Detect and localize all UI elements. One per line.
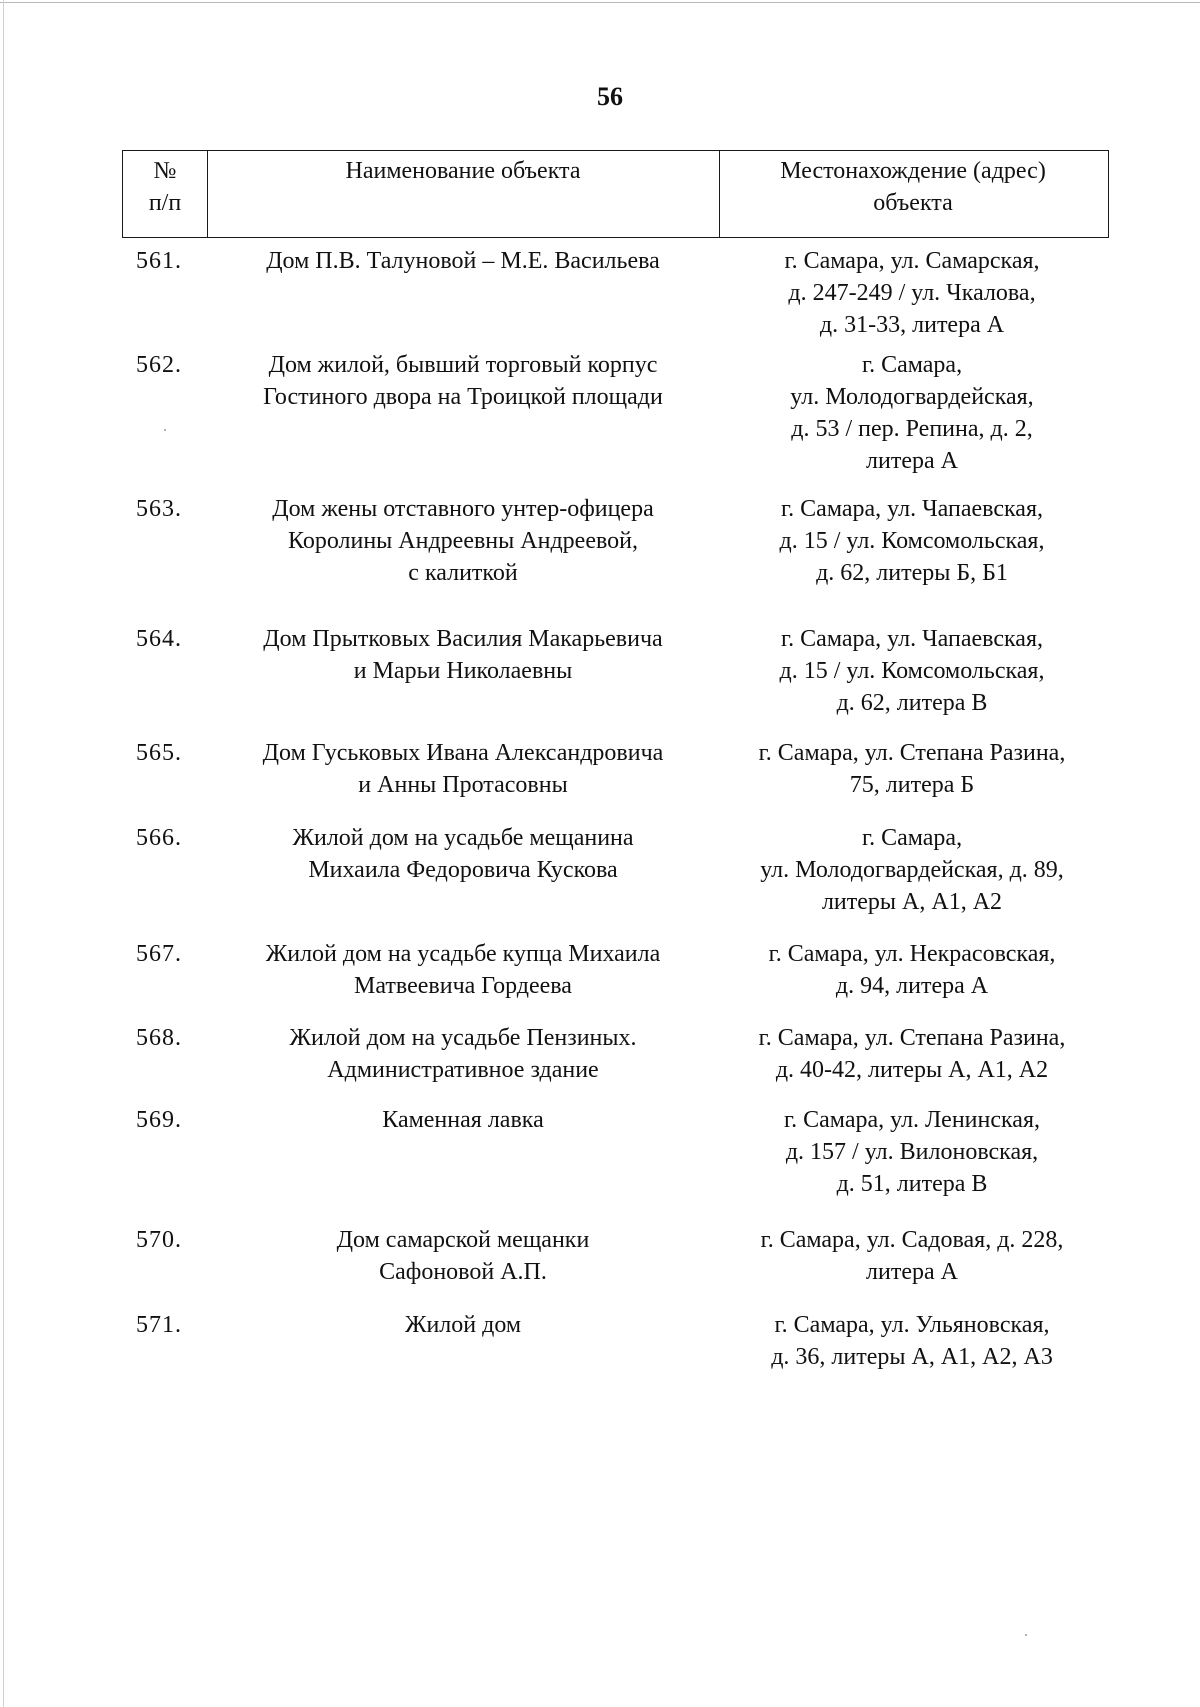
object-address-line: ул. Молодогвардейская, — [790, 384, 1034, 410]
object-address-line: д. 62, литеры Б, Б1 — [816, 560, 1008, 586]
header-address-line: Местонахождение (адрес) — [780, 158, 1046, 184]
object-address-line: д. 247-249 / ул. Чкалова, — [788, 280, 1036, 306]
scan-edge-left — [3, 0, 4, 1707]
header-num-line: № — [153, 158, 177, 184]
object-address — [722, 938, 1102, 1002]
object-name — [218, 623, 708, 687]
row-number: 562. — [136, 352, 182, 378]
object-name-line: Каменная лавка — [382, 1107, 544, 1133]
object-name-line: Жилой дом на усадьбе мещанина — [292, 825, 634, 851]
object-address-line: г. Самара, ул. Садовая, д. 228, — [760, 1227, 1064, 1253]
object-address-line: д. 15 / ул. Комсомольская, — [779, 528, 1045, 554]
scan-edge-top — [0, 2, 1200, 3]
object-address-line: г. Самара, ул. Ленинская, — [784, 1107, 1040, 1133]
object-name-line: Королины Андреевны Андреевой, — [288, 528, 638, 554]
scan-speck — [1025, 1634, 1027, 1636]
object-name — [218, 1104, 708, 1136]
object-name-line: Дом жилой, бывший торговый корпус — [268, 352, 658, 378]
object-address-line: г. Самара, ул. Степана Разина, — [758, 740, 1066, 766]
object-address-line: д. 36, литеры А, А1, А2, А3 — [771, 1344, 1053, 1370]
object-address-line: д. 157 / ул. Вилоновская, — [785, 1139, 1039, 1165]
object-address-line: д. 51, литера В — [836, 1171, 988, 1197]
row-number: 567. — [136, 941, 182, 967]
object-name-line: Матвеевича Гордеева — [354, 973, 572, 999]
object-name — [218, 245, 708, 277]
table-header — [122, 150, 1109, 238]
object-address-line: д. 53 / пер. Репина, д. 2, — [791, 416, 1033, 442]
object-address — [722, 1224, 1102, 1288]
object-address-line: д. 40-42, литеры А, А1, А2 — [775, 1057, 1049, 1083]
object-name — [218, 1224, 708, 1288]
object-name-line: Дом П.В. Талуновой – М.Е. Васильева — [266, 248, 660, 274]
object-name-line: Дом самарской мещанки — [336, 1227, 590, 1253]
object-name — [218, 822, 708, 886]
object-name — [218, 1022, 708, 1086]
object-address-line: д. 31-33, литера А — [819, 312, 1005, 338]
object-name-line: Гостиного двора на Троицкой площади — [263, 384, 663, 410]
object-address-line: г. Самара, ул. Некрасовская, — [768, 941, 1056, 967]
object-name — [218, 938, 708, 1002]
object-address-line: г. Самара, ул. Степана Разина, — [758, 1025, 1066, 1051]
object-address-line: д. 94, литера А — [835, 973, 989, 999]
object-address-line: г. Самара, ул. Ульяновская, — [774, 1312, 1050, 1338]
row-number: 564. — [136, 626, 182, 652]
object-address-line: г. Самара, — [861, 825, 963, 851]
header-name-line: Наименование объекта — [345, 158, 581, 184]
object-address-line: г. Самара, — [861, 352, 963, 378]
object-address — [722, 493, 1102, 589]
row-number: 571. — [136, 1312, 182, 1338]
object-address — [722, 349, 1102, 477]
object-address — [722, 1022, 1102, 1086]
object-name — [218, 737, 708, 801]
row-number: 561. — [136, 248, 182, 274]
row-number: 568. — [136, 1025, 182, 1051]
row-number: 565. — [136, 740, 182, 766]
object-name-line: Административное здание — [327, 1057, 599, 1083]
object-address-line: г. Самара, ул. Чапаевская, — [781, 496, 1043, 522]
row-number: 570. — [136, 1227, 182, 1253]
object-name-line: Дом Гуськовых Ивана Александровича — [262, 740, 664, 766]
object-address — [722, 822, 1102, 918]
header-name — [207, 155, 719, 187]
object-address-line: 75, литера Б — [849, 772, 975, 798]
object-address — [722, 1104, 1102, 1200]
object-address-line: литера А — [866, 448, 958, 474]
header-num — [123, 155, 207, 219]
object-address-line: ул. Молодогвардейская, д. 89, — [760, 857, 1064, 883]
object-name-line: Дом жены отставного унтер-офицера — [272, 496, 654, 522]
object-name-line: и Марьи Николаевны — [353, 658, 573, 684]
object-address-line: литера А — [866, 1259, 958, 1285]
object-name-line: Михаила Федоровича Кускова — [308, 857, 618, 883]
object-address — [722, 1309, 1102, 1373]
object-address-line: г. Самара, ул. Самарская, — [784, 248, 1040, 274]
object-name-line: Сафоновой А.П. — [379, 1259, 547, 1285]
object-name-line: и Анны Протасовны — [358, 772, 568, 798]
object-name-line: с калиткой — [408, 560, 518, 586]
object-address-line: д. 15 / ул. Комсомольская, — [779, 658, 1045, 684]
object-address — [722, 737, 1102, 801]
object-address-line: д. 62, литера В — [836, 690, 988, 716]
object-name-line: Жилой дом на усадьбе Пензиных. — [289, 1025, 637, 1051]
row-number: 566. — [136, 825, 182, 851]
row-number: 563. — [136, 496, 182, 522]
header-address — [719, 155, 1107, 219]
object-address — [722, 245, 1102, 341]
object-name-line: Дом Прытковых Василия Макарьевича — [263, 626, 663, 652]
object-name-line: Жилой дом на усадьбе купца Михаила — [265, 941, 661, 967]
header-num-line: п/п — [148, 190, 182, 216]
object-name — [218, 493, 708, 589]
object-address-line: литеры А, А1, А2 — [821, 889, 1003, 915]
scan-speck — [164, 429, 166, 431]
object-name — [218, 1309, 708, 1341]
object-address-line: г. Самара, ул. Чапаевская, — [781, 626, 1043, 652]
object-name-line: Жилой дом — [404, 1312, 522, 1338]
header-address-line: объекта — [873, 190, 953, 216]
object-name — [218, 349, 708, 413]
page-number: 56 — [597, 82, 623, 111]
object-address — [722, 623, 1102, 719]
row-number: 569. — [136, 1107, 182, 1133]
